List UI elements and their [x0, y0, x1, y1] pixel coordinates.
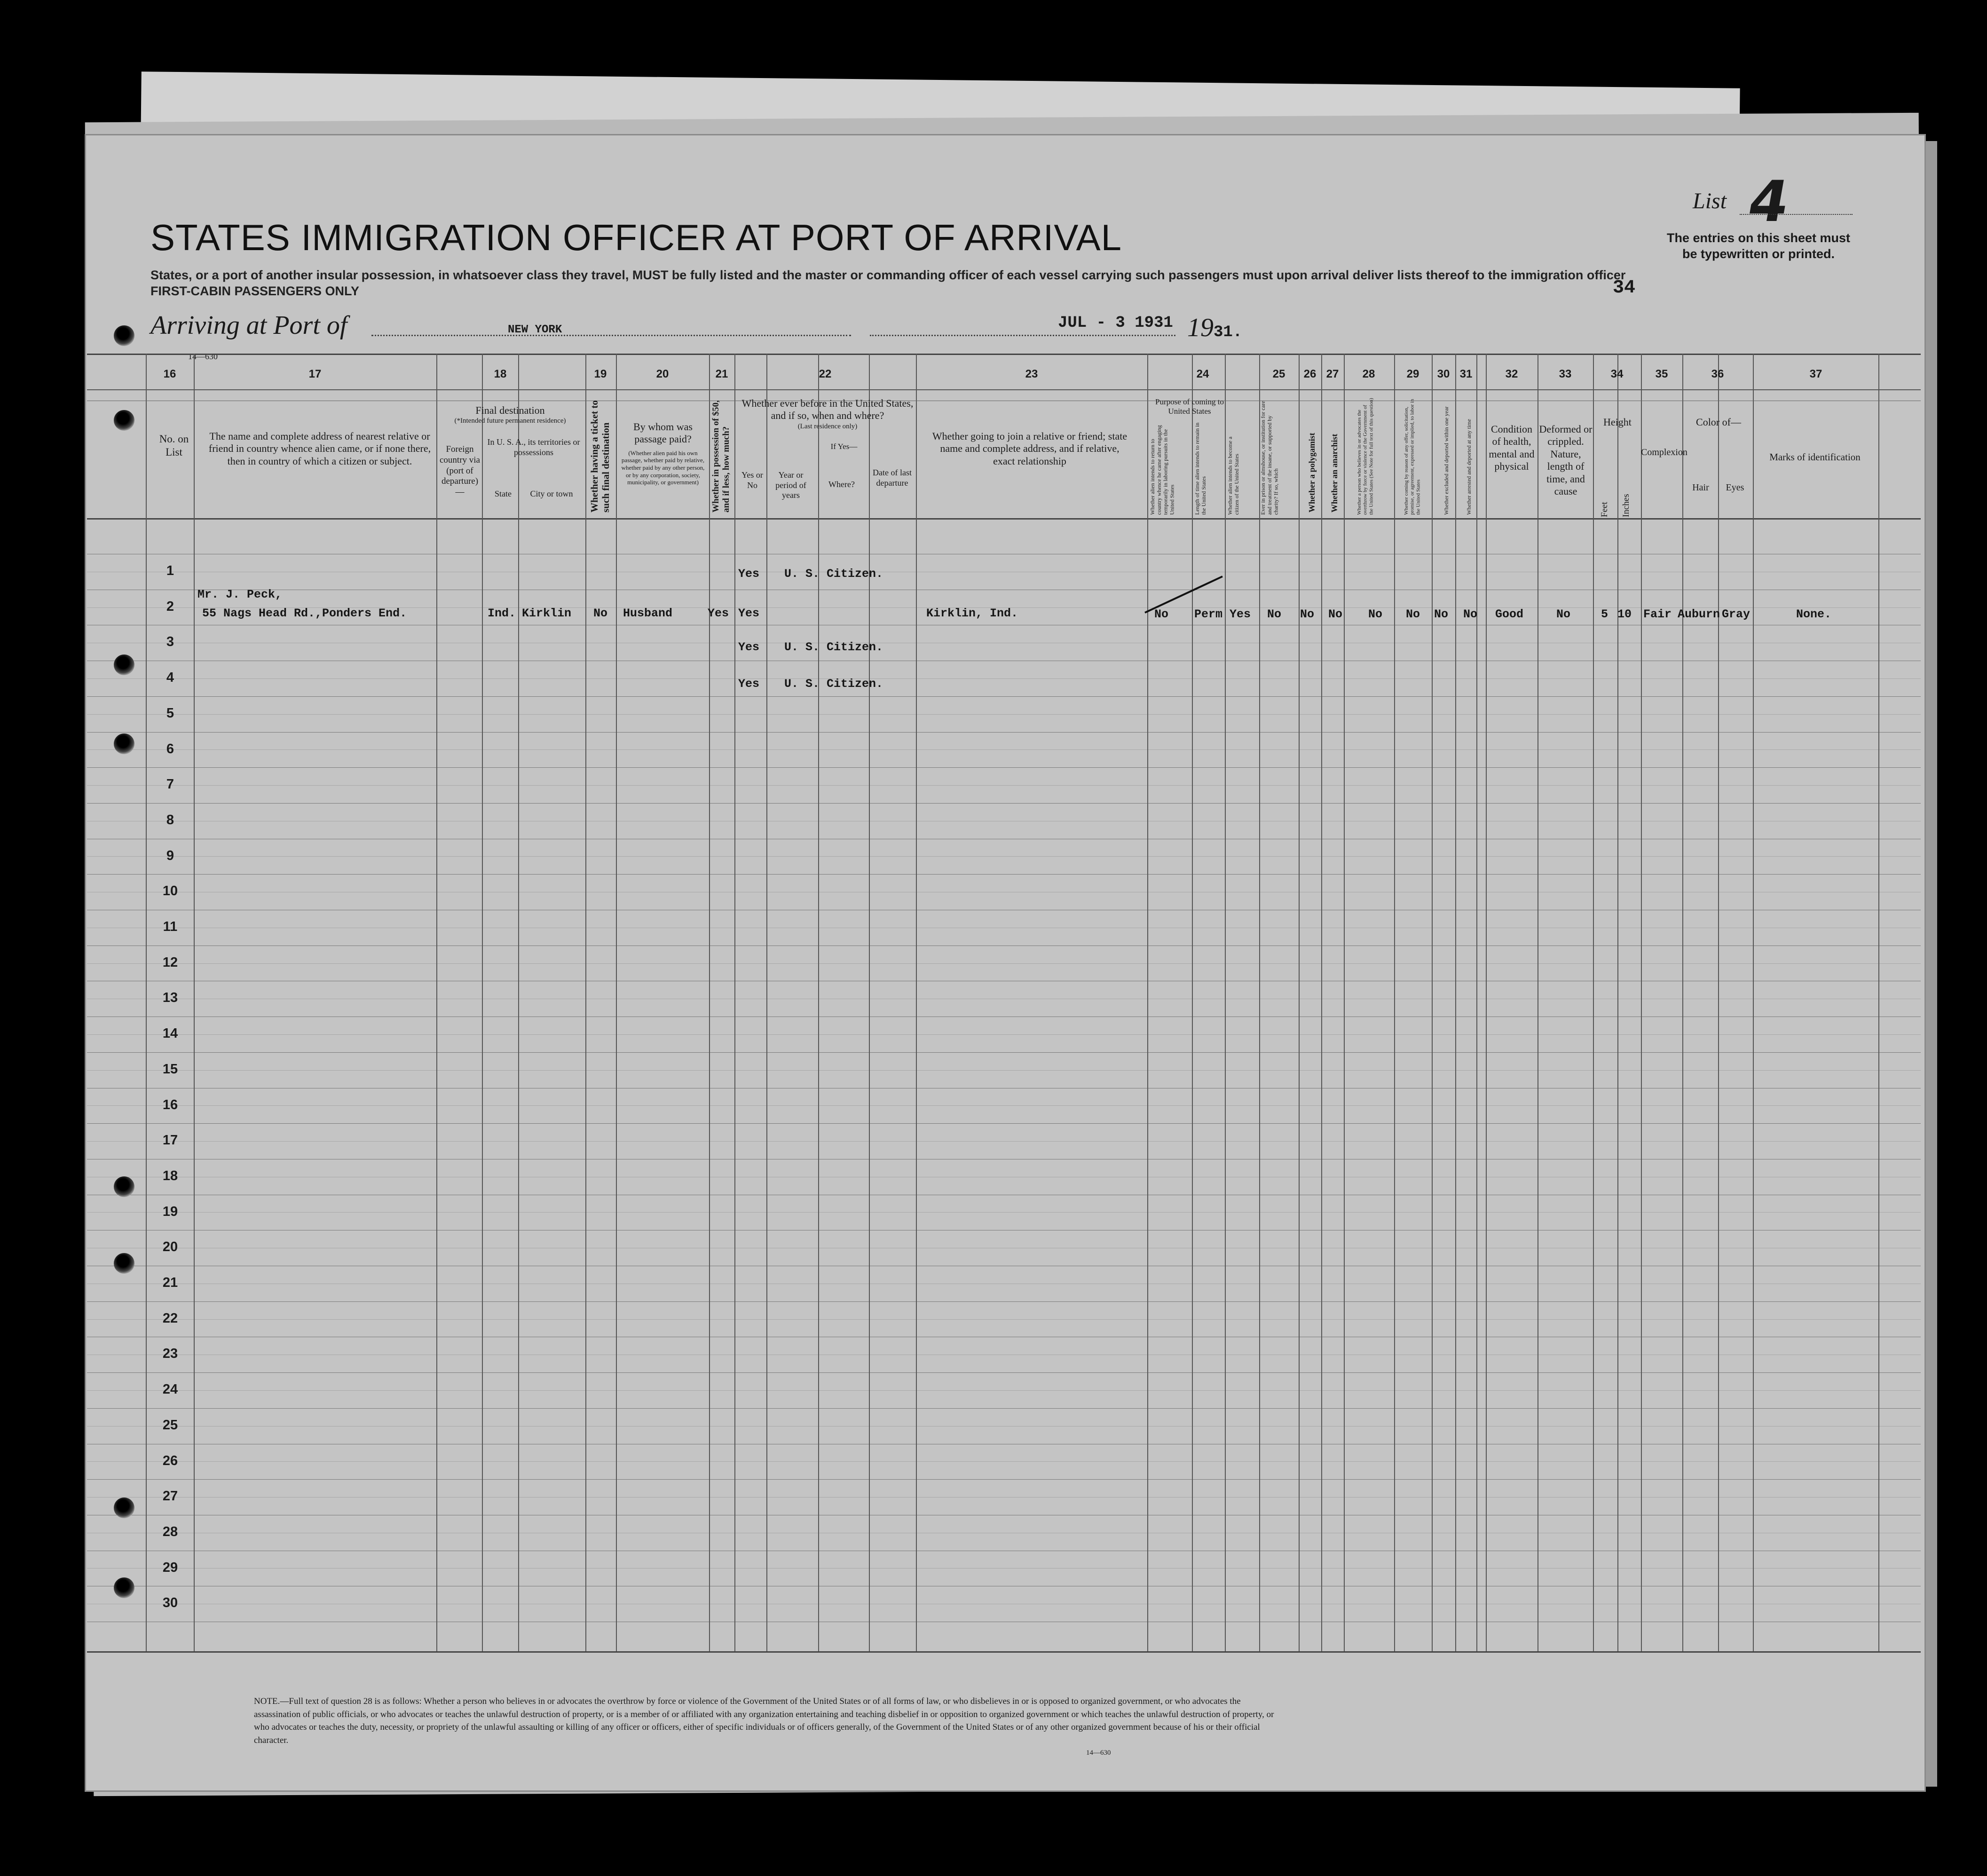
row-number-5: 5 — [166, 706, 174, 721]
row-half-rule — [87, 1568, 1921, 1569]
row-number-1: 1 — [166, 563, 174, 578]
row-half-rule — [87, 1319, 1921, 1320]
row-half-rule — [87, 1034, 1921, 1035]
column-number-18: 18 — [494, 368, 507, 380]
binder-hole — [114, 325, 134, 346]
header-excluded-deported: Whether excluded and deported within one year — [1443, 406, 1450, 515]
row-number-25: 25 — [162, 1418, 178, 1433]
column-divider — [1878, 354, 1879, 1651]
column-number-19: 19 — [594, 368, 607, 380]
row-number-11: 11 — [163, 919, 178, 934]
row2-arrested: No — [1463, 607, 1478, 621]
column-divider — [1476, 354, 1477, 1651]
table-bottom-rule — [87, 1651, 1921, 1653]
header-polygamist: Whether a polygamist — [1307, 433, 1317, 512]
row2-pen-slash — [1143, 573, 1227, 615]
column-divider — [1344, 354, 1345, 1651]
page-title: STATES IMMIGRATION OFFICER AT PORT OF ARRIVAL — [150, 217, 1122, 258]
column-divider — [1259, 354, 1260, 1651]
header-state: State — [495, 489, 512, 498]
column-number-22: 22 — [819, 368, 832, 380]
row2-join-relative: Kirklin, Ind. — [926, 607, 1018, 620]
row-number-4: 4 — [166, 670, 174, 685]
column-divider — [709, 354, 710, 1651]
binder-hole — [114, 1498, 134, 1518]
list-number: 4 — [1743, 169, 1794, 235]
row3-yes: Yes — [738, 640, 760, 654]
row2-marks: None. — [1796, 607, 1832, 621]
header-if-yes: If Yes— — [830, 442, 858, 451]
column-divider — [585, 354, 586, 1651]
row2-length-stay: Perm — [1194, 607, 1223, 621]
column-divider — [1753, 354, 1754, 1651]
list-number-line — [1740, 214, 1853, 215]
row-number-6: 6 — [166, 741, 174, 757]
column-divider — [1225, 354, 1226, 1651]
row-rule — [87, 767, 1921, 768]
row2-relative-name: Mr. J. Peck, — [197, 588, 283, 601]
row-half-rule — [87, 1461, 1921, 1462]
header-in-usa: In U. S. A., its territories or possessions — [487, 437, 580, 457]
row-number-12: 12 — [162, 955, 178, 970]
column-divider — [1593, 354, 1594, 1651]
header-city: City or town — [530, 489, 573, 498]
row-rule — [87, 1408, 1921, 1409]
binder-hole — [114, 654, 134, 675]
header-labor-offer: Whether coming by reason of any offer, solicitation, promise, or agreement, expressed or implied, to labor in the United States — [1404, 399, 1421, 515]
column-divider — [1394, 354, 1395, 1651]
final-destination-note: (*Intended future permanent residence) — [454, 417, 566, 425]
column-number-26: 26 — [1303, 368, 1317, 380]
sheet-number: 34 — [1613, 277, 1636, 299]
final-destination-title: Final destination — [475, 404, 545, 416]
column-number-34: 34 — [1610, 368, 1624, 380]
header-top-rule — [87, 354, 1921, 355]
row-half-rule — [87, 1212, 1921, 1213]
column-number-35: 35 — [1655, 368, 1668, 380]
column-divider — [734, 354, 735, 1651]
date-stamp: JUL - 3 1931 — [1058, 314, 1173, 332]
year-field — [1187, 313, 1242, 343]
row-half-rule — [87, 1497, 1921, 1498]
column-number-28: 28 — [1362, 368, 1375, 380]
row-number-9: 9 — [166, 848, 174, 863]
row-number-19: 19 — [162, 1204, 178, 1219]
header-final-destination — [437, 404, 583, 425]
column-divider — [1455, 354, 1456, 1651]
row-rule — [87, 1052, 1921, 1053]
row-number-30: 30 — [162, 1595, 178, 1610]
header-date-departure: Date of last departure — [873, 468, 912, 488]
port-value: NEW YORK — [508, 323, 562, 336]
date-line — [870, 335, 1175, 336]
column-divider — [869, 354, 870, 1651]
arriving-label: Arriving at Port of — [150, 311, 347, 340]
column-divider — [1147, 354, 1148, 1651]
header-color-of: Color of— — [1696, 416, 1741, 428]
row-number-27: 27 — [162, 1489, 178, 1504]
row-half-rule — [87, 1390, 1921, 1391]
port-line — [371, 335, 851, 336]
header-purpose: Purpose of coming to United States — [1155, 397, 1224, 416]
column-divider — [916, 354, 917, 1651]
ever-before-title: Whether ever before in the United States, and if so, when and where? — [741, 397, 914, 422]
column-number-17: 17 — [308, 368, 322, 380]
row-rule — [87, 1479, 1921, 1480]
row2-prison: No — [1267, 607, 1282, 621]
row2-passage-paid: Husband — [623, 607, 673, 620]
row-number-14: 14 — [162, 1026, 178, 1041]
typewritten-notice: The entries on this sheet must be typewritten or printed. — [1666, 231, 1851, 261]
column-number-24: 24 — [1196, 368, 1209, 380]
column-divider — [482, 354, 483, 1651]
row-number-8: 8 — [166, 812, 174, 828]
row-rule — [87, 1372, 1921, 1373]
binder-hole — [114, 733, 134, 754]
header-join-relative: Whether going to join a relative or friend; state name and complete address, and if relative, exact relationship — [932, 430, 1128, 467]
instructions-text: States, or a port of another insular possession, in whatsoever class they travel, MUST be fully listed and the master or commanding officer of each vessel carrying such passengers must upon arrival deliver lists thereof to the immigration officer — [150, 268, 1626, 282]
header-ever-before-us — [738, 397, 917, 431]
row2-city: Kirklin — [522, 607, 572, 620]
row-half-rule — [87, 1105, 1921, 1106]
column-number-25: 25 — [1272, 368, 1285, 380]
row2-ticket: No — [593, 607, 608, 620]
row-number-21: 21 — [162, 1275, 178, 1290]
row-number-22: 22 — [162, 1311, 178, 1326]
row2-eyes: Gray — [1722, 607, 1750, 621]
column-number-37: 37 — [1809, 368, 1822, 380]
header-length-of-stay: Length of time alien intends to remain in the United States — [1194, 422, 1207, 515]
row2-ever-before: Yes — [738, 607, 760, 620]
row-half-rule — [87, 749, 1921, 750]
header-purpose-return: Whether alien intends to return to country whence he came after engaging temporarily in laboring pursuits in the United States — [1149, 425, 1175, 515]
form-code-bottom: 14—630 — [1086, 1749, 1111, 1757]
header-passage-paid — [621, 421, 705, 486]
column-divider — [766, 354, 767, 1651]
manifest-sheet — [85, 134, 1926, 1792]
row4-yes: Yes — [738, 677, 760, 691]
row-rule — [87, 732, 1921, 733]
header-condition-health: Condition of health, mental and physical — [1489, 423, 1535, 473]
passage-paid-title: By whom was passage paid? — [633, 421, 693, 445]
column-divider — [616, 354, 617, 1651]
column-divider — [1321, 354, 1322, 1651]
row-half-rule — [87, 1141, 1921, 1142]
row-number-29: 29 — [162, 1560, 178, 1575]
header-anarchist: Whether an anarchist — [1330, 434, 1339, 512]
row-number-3: 3 — [166, 634, 174, 649]
row1-us-citizen: U. S. Citizen. — [784, 567, 883, 581]
row-number-13: 13 — [162, 990, 178, 1005]
row2-purpose-return: No — [1154, 607, 1169, 621]
column-divider — [1617, 354, 1618, 1651]
header-foreign-country: Foreign country via (port of departure)— — [439, 444, 480, 497]
cabin-class-text: FIRST-CABIN PASSENGERS ONLY — [150, 284, 360, 298]
row3-us-citizen: U. S. Citizen. — [784, 640, 883, 654]
column-number-27: 27 — [1326, 368, 1339, 380]
column-divider — [1192, 354, 1193, 1651]
header-eyes: Eyes — [1726, 482, 1744, 493]
column-number-31: 31 — [1459, 368, 1473, 380]
row2-overthrow: No — [1368, 607, 1383, 621]
row2-inches: 10 — [1617, 607, 1632, 621]
column-divider — [436, 354, 437, 1651]
row2-state: Ind. — [488, 607, 516, 620]
header-intends-citizen: Whether alien intends to become a citizen of the United States — [1227, 436, 1240, 515]
row2-feet: 5 — [1601, 607, 1609, 621]
row2-health: Good — [1495, 607, 1524, 621]
header-possession-50: Whether in possession of $50, and if less, how much? — [711, 400, 731, 512]
column-divider — [818, 354, 819, 1651]
header-inches: Inches — [1621, 494, 1631, 517]
row4-us-citizen: U. S. Citizen. — [784, 677, 883, 691]
row-number-18: 18 — [162, 1168, 178, 1183]
row-half-rule — [87, 963, 1921, 964]
row2-complexion: Fair — [1643, 607, 1672, 621]
header-marks-identification: Marks of identification — [1769, 451, 1861, 463]
header-height: Height — [1603, 416, 1632, 428]
row-number-23: 23 — [162, 1346, 178, 1361]
header-ticket: Whether having a ticket to such final destination — [589, 400, 612, 512]
footer-note: NOTE.—Full text of question 28 is as follows: Whether a person who believes in or advocates the overthrow by force or violence of the Government of the United States or of all forms of law, or who disbelieves in or is opposed to organized government, or who advocates the assassination of public officials, or who advocates or teaches the unlawful destruction of property, or is a member of or affiliated with any organization entertaining and teaching disbelief in or opposition to organized government or which teaches the unlawful destruction of property, or who advocates or teaches the duty, necessity, or propriety of the unlawful assaulting or killing of any officer or officers, either of specific individuals or of officers generally, of the Government of the United States or of any other organized government because of his or their official character. — [254, 1696, 1274, 1745]
row-rule — [87, 696, 1921, 697]
row-number-7: 7 — [166, 777, 174, 792]
row-number-26: 26 — [162, 1453, 178, 1468]
row-rule — [87, 803, 1921, 804]
ever-before-note: (Last residence only) — [797, 422, 858, 430]
binder-hole — [114, 410, 134, 431]
column-divider — [518, 354, 519, 1651]
row-number-2: 2 — [166, 599, 174, 614]
row2-hair: Auburn — [1678, 607, 1720, 621]
row1-yes: Yes — [738, 567, 760, 581]
column-number-33: 33 — [1559, 368, 1572, 380]
column-number-23: 23 — [1025, 368, 1038, 380]
header-where: Where? — [828, 480, 855, 489]
year-suffix: 31. — [1214, 323, 1243, 341]
column-number-16: 16 — [163, 368, 176, 380]
row-number-15: 15 — [162, 1062, 178, 1077]
column-divider — [194, 354, 195, 1651]
row2-excluded: No — [1434, 607, 1449, 621]
row-half-rule — [87, 714, 1921, 715]
header-yes-or-no: Yes or No — [741, 470, 763, 490]
year-prefix: 19 — [1187, 313, 1214, 342]
binder-hole — [114, 1176, 134, 1197]
header-complexion: Complexion — [1641, 447, 1687, 457]
column-number-21: 21 — [715, 368, 728, 380]
row2-labor-offer: No — [1406, 607, 1420, 621]
row-number-17: 17 — [162, 1133, 178, 1148]
column-number-36: 36 — [1711, 368, 1724, 380]
column-number-rule — [87, 389, 1921, 390]
header-year-period: Year or period of years — [775, 470, 806, 500]
column-divider — [1299, 354, 1300, 1651]
column-number-29: 29 — [1406, 368, 1419, 380]
list-label: List — [1693, 189, 1727, 213]
header-overthrow: Whether a person who believes in or advocates the overthrow by force or violence of the Government of the United States (See Note for full text of this question) — [1356, 398, 1374, 515]
row-rule — [87, 1301, 1921, 1302]
column-number-32: 32 — [1505, 368, 1518, 380]
row-half-rule — [87, 785, 1921, 786]
header-hair: Hair — [1692, 482, 1709, 493]
header-prison-almshouse: Ever in prison or almshouse, or institution for care and treatment of the insane, or supported by charity? If so, which — [1260, 401, 1279, 515]
column-divider — [146, 354, 147, 1651]
row-half-rule — [87, 1070, 1921, 1071]
row2-possession-50: Yes — [708, 607, 729, 620]
row-number-10: 10 — [162, 883, 178, 899]
row-number-20: 20 — [162, 1239, 178, 1254]
binder-hole — [114, 1577, 134, 1598]
binder-hole — [114, 1253, 134, 1274]
passage-paid-note: (Whether alien paid his own passage, whether paid by relative, whether paid by any other person, or by any corporation, society, municipality, or government) — [621, 449, 705, 486]
row-half-rule — [87, 856, 1921, 857]
column-divider — [1432, 354, 1433, 1651]
column-divider — [1718, 354, 1719, 1651]
column-number-30: 30 — [1437, 368, 1450, 380]
row-number-24: 24 — [162, 1382, 178, 1397]
header-deformed: Deformed or crippled. Nature, length of time, and cause — [1539, 423, 1593, 497]
row-rule — [87, 1123, 1921, 1124]
column-divider — [1641, 354, 1642, 1651]
column-divider — [1486, 354, 1487, 1651]
row-rule — [87, 874, 1921, 875]
column-number-20: 20 — [656, 368, 669, 380]
header-no-on-list: No. on List — [159, 433, 189, 458]
header-feet: Feet — [1600, 502, 1609, 517]
row2-anarchist: No — [1328, 607, 1343, 621]
pen-slash-stroke — [1145, 576, 1222, 613]
row-half-rule — [87, 1426, 1921, 1427]
header-bottom-rule — [87, 518, 1921, 520]
row2-polygamist: No — [1300, 607, 1315, 621]
form-code-top: 14—630 — [188, 352, 218, 361]
header-arrested-deported: Whether arrested and deported at any time — [1466, 419, 1472, 515]
row2-intends-citizen: Yes — [1230, 607, 1251, 621]
row-half-rule — [87, 678, 1921, 679]
column-divider — [1682, 354, 1683, 1651]
header-nearest-relative: The name and complete address of nearest relative or friend in country whence alien came, or if none there, then in country of which a citizen or subject. — [208, 430, 431, 467]
row2-relative-address: 55 Nags Head Rd.,Ponders End. — [202, 607, 407, 620]
row-number-16: 16 — [162, 1097, 178, 1112]
row-number-28: 28 — [162, 1524, 178, 1539]
row2-deformed: No — [1556, 607, 1571, 621]
